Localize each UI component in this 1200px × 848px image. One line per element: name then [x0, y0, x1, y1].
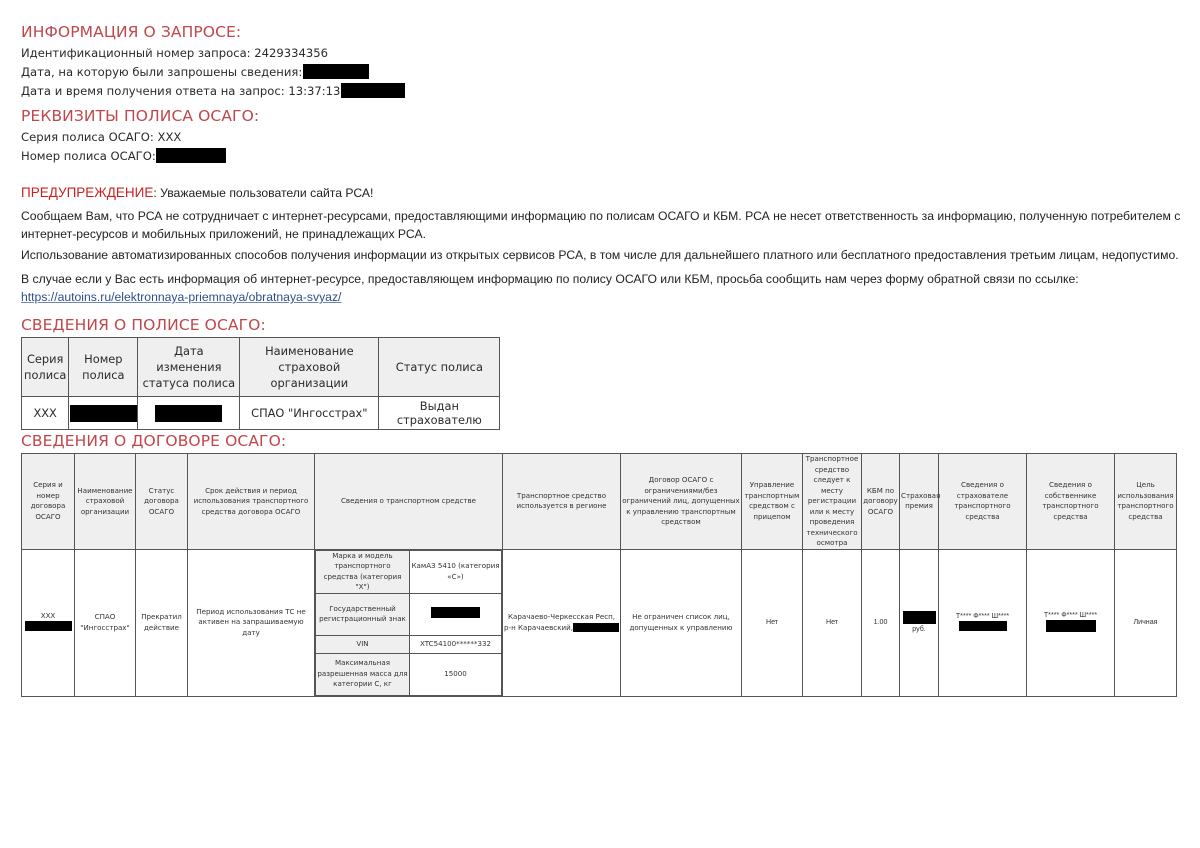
policy-number-label: Номер полиса ОСАГО:	[21, 148, 156, 163]
warning-header	[21, 184, 1181, 202]
redaction-block	[155, 405, 222, 422]
trailer-cell: Нет	[742, 549, 803, 696]
feedback-link[interactable]: https://autoins.ru/elektronnaya-priemnaya/obratnaya-svyaz/	[21, 290, 342, 304]
table-row	[22, 549, 1177, 696]
col-header-insurer-person: Сведения о страхователе транспортного средства	[939, 454, 1027, 550]
policy-series	[21, 130, 181, 144]
col-header-purpose: Цель использования транспортного средства	[1115, 454, 1177, 550]
contract-status-cell: Прекратил действие	[136, 549, 188, 696]
warning-greeting: : Уважаемые пользователи сайта РСА!	[153, 186, 374, 200]
vehicle-subtable	[315, 550, 502, 696]
to-registration-cell: Нет	[803, 549, 862, 696]
policy-series-cell: ХХХ	[22, 397, 69, 430]
col-header-insurer: Наименование страховой организации	[240, 338, 379, 397]
policy-number	[21, 148, 226, 163]
col-header-region: Транспортное средство используется в регионе	[503, 454, 621, 550]
request-id	[21, 46, 328, 60]
policy-table-header-row	[22, 338, 500, 397]
redaction-block	[431, 607, 480, 618]
region-text: Карачаево-Черкесская Респ, р-н Карачаевский,	[504, 612, 615, 632]
redaction-block	[573, 623, 619, 632]
max-mass-value: 15000	[410, 653, 502, 695]
warning-paragraph-1: Сообщаем Вам, что РСА не сотрудничает с интернет-ресурсами, предоставляющими информацию по полисам ОСАГО и КБМ. РСА не несет ответственность за информацию, полученную потребителем с интернет-ресурсов и мобильных приложений, не принадлежащих РСА.	[21, 209, 1181, 241]
col-header-status-date: Дата изменения статуса полиса	[138, 338, 240, 397]
warning-paragraph-2: Использование автоматизированных способов получения информации из открытых сервисов РСА, в том числе для дальнейшего платного или бесплатного предоставления третьим лицам, недопустимо.	[21, 248, 1179, 262]
col-header-insurer: Наименование страховой организации	[75, 454, 136, 550]
contract-number-cell	[22, 549, 75, 696]
response-datetime-label: Дата и время получения ответа на запрос: 13:37:13	[21, 83, 341, 98]
insurer-person-name: Т**** Ф**** Ш****	[955, 611, 1010, 620]
redaction-block	[1046, 620, 1096, 632]
redaction-block	[341, 83, 405, 98]
warning-paragraph-3-text: В случае если у Вас есть информация об интернет-ресурсе, предоставляющем информацию по полису ОСАГО или КБМ, просьба сообщить нам через форму обратной связи по ссылке:	[21, 272, 1079, 286]
max-mass-label: Максимальная разрешенная масса для категории С, кг	[316, 653, 410, 695]
request-info-heading: ИНФОРМАЦИЯ О ЗАПРОСЕ:	[21, 23, 242, 41]
col-header-kbm: КБМ по договору ОСАГО	[862, 454, 900, 550]
policy-table-heading: СВЕДЕНИЯ О ПОЛИСЕ ОСАГО:	[21, 316, 266, 334]
contract-table	[21, 453, 1177, 697]
owner-person-cell	[1027, 549, 1115, 696]
table-row	[22, 397, 500, 430]
make-model-label: Марка и модель транспортного средства (категория "Х")	[316, 550, 410, 593]
redaction-block	[303, 64, 369, 79]
warning-title: ПРЕДУПРЕЖДЕНИЕ	[21, 185, 154, 200]
plate-label: Государственный регистрационный знак	[316, 593, 410, 635]
region-cell	[503, 549, 621, 696]
col-header-period: Срок действия и период использования транспортного средства договора ОСАГО	[188, 454, 315, 550]
status-cell: Выдан страхователю	[379, 397, 500, 430]
vehicle-cell	[315, 549, 503, 696]
premium-cell	[900, 549, 939, 696]
contract-insurer-cell: СПАО "Ингосстрах"	[75, 549, 136, 696]
purpose-cell: Личная	[1115, 549, 1177, 696]
policy-series-text: Серия полиса ОСАГО: ХХХ	[21, 130, 182, 144]
col-header-series: Серия полиса	[22, 338, 69, 397]
vin-label: VIN	[316, 635, 410, 653]
redaction-block	[25, 621, 72, 631]
col-header-contract-status: Статус договора ОСАГО	[136, 454, 188, 550]
insurer-cell: СПАО "Ингосстрах"	[240, 397, 379, 430]
make-model-value: КамАЗ 5410 (категория «С»)	[410, 550, 502, 593]
period-cell: Период использования ТС не активен на запрашиваемую дату	[188, 549, 315, 696]
policy-number-cell	[69, 397, 138, 430]
status-date-cell	[138, 397, 240, 430]
contract-table-heading: СВЕДЕНИЯ О ДОГОВОРЕ ОСАГО:	[21, 432, 287, 450]
col-header-to-registration: Транспортное средство следует к месту регистрации или к месту проведения технического осмотра	[803, 454, 862, 550]
requested-date	[21, 64, 369, 79]
col-header-number: Номер полиса	[69, 338, 138, 397]
kbm-cell: 1.00	[862, 549, 900, 696]
col-header-trailer: Управление транспортным средством с прицепом	[742, 454, 803, 550]
col-header-vehicle: Сведения о транспортном средстве	[315, 454, 503, 550]
insurer-person-cell	[939, 549, 1027, 696]
warning-paragraph-3	[21, 270, 1181, 306]
request-id-text: Идентификационный номер запроса: 2429334356	[21, 46, 329, 60]
col-header-status: Статус полиса	[379, 338, 500, 397]
policy-table	[21, 337, 500, 430]
redaction-block	[156, 148, 226, 163]
policy-details-heading: РЕКВИЗИТЫ ПОЛИСА ОСАГО:	[21, 107, 260, 125]
col-header-contract-number: Серия и номер договора ОСАГО	[22, 454, 75, 550]
redaction-block	[903, 611, 936, 624]
plate-value	[410, 593, 502, 635]
col-header-drivers: Договор ОСАГО с ограничениями/без ограничений лиц, допущенных к управлению транспортным средством	[621, 454, 742, 550]
premium-currency: руб.	[912, 624, 926, 633]
response-datetime	[21, 83, 405, 98]
vin-value: XTC54100******332	[410, 635, 502, 653]
drivers-cell: Не ограничен список лиц, допущенных к управлению	[621, 549, 742, 696]
col-header-premium: Страховая премия	[900, 454, 939, 550]
redaction-block	[959, 621, 1007, 631]
contract-series: ХХХ	[40, 610, 56, 620]
col-header-owner-person: Сведения о собственнике транспортного средства	[1027, 454, 1115, 550]
redaction-block	[70, 405, 137, 422]
owner-person-name: Т**** Ф**** Ш****	[1043, 610, 1098, 619]
contract-table-header-row	[22, 454, 1177, 550]
requested-date-label: Дата, на которую были запрошены сведения:	[21, 64, 303, 79]
